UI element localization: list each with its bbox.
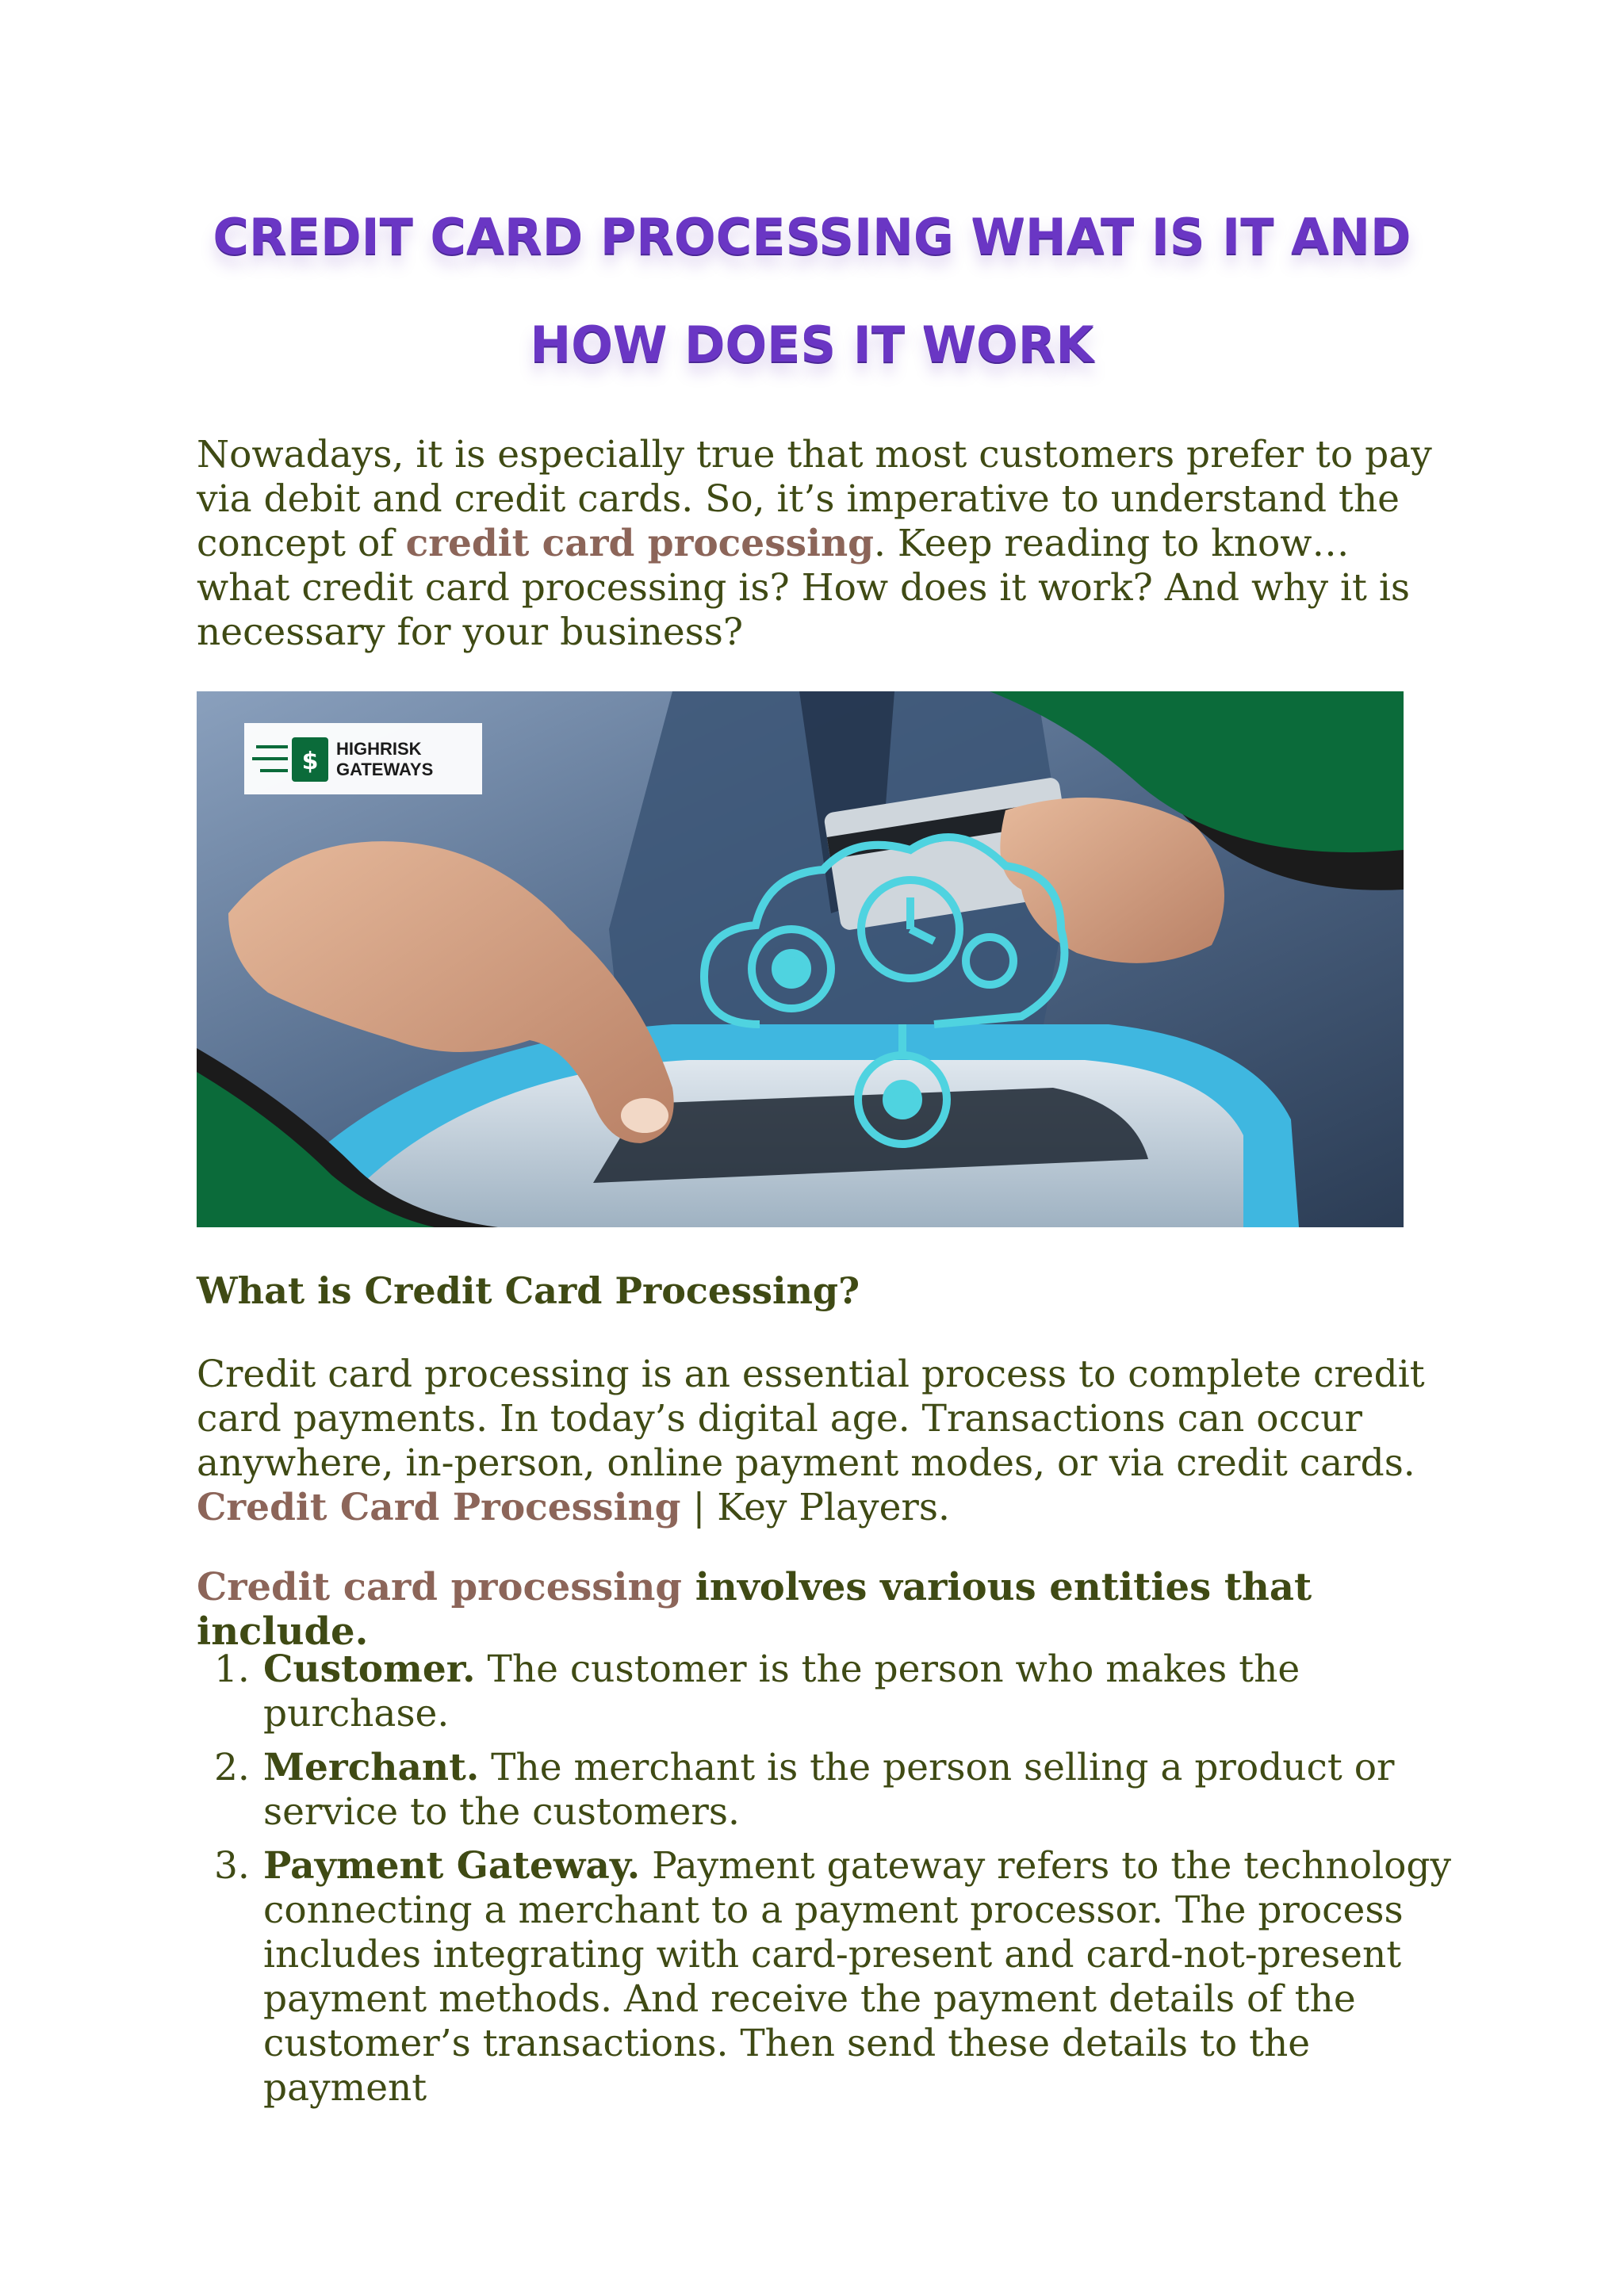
credit-card-processing-link[interactable]: credit card processing [405, 522, 875, 565]
credit-card-processing-link-2[interactable]: Credit Card Processing [197, 1486, 681, 1529]
list-number: 1. [214, 1647, 250, 1691]
intro-text-start: Nowadays, it is especially true that most customers prefer to pay via debit and credit cards. So, it’s imperative to understand the concept of [197, 433, 1432, 565]
svg-text:$: $ [301, 748, 319, 775]
entities-heading [197, 1565, 1434, 1654]
list-desc: Payment gateway refers to the technology connecting a merchant to a payment processor. The process includes integrating with card-present and card-not-present payment methods. And receive the payment details of the customer’s transactions. Then send these details to the payment [263, 1844, 1452, 2110]
list-number: 2. [214, 1746, 250, 1789]
list-number: 3. [214, 1844, 250, 1888]
list-item [197, 1746, 1481, 1835]
logo-text-line-1: HIGHRISK [336, 739, 422, 759]
section-body-paragraph [197, 1353, 1434, 1530]
section-body-text: Credit card processing is an essential process to complete credit card payments. In today’s digital age. Transactions can occur anywhere, in-person, online payment modes, or via credit cards. [197, 1353, 1425, 1485]
list-desc: The merchant is the person selling a product or service to the customers. [263, 1746, 1395, 1834]
hero-image [197, 691, 1404, 1227]
page-title-line-2: HOW DOES IT WORK [530, 316, 1094, 373]
list-term: Customer. [263, 1647, 476, 1691]
list-item [197, 1844, 1481, 2110]
section-body-suffix: | Key Players. [680, 1486, 950, 1529]
section-heading: What is Credit Card Processing? [197, 1269, 860, 1312]
logo-text-line-2: GATEWAYS [336, 760, 434, 779]
intro-paragraph [197, 433, 1434, 655]
credit-card-processing-link-3[interactable]: Credit card processing [197, 1565, 682, 1609]
list-desc: The customer is the person who makes the purchase. [263, 1647, 1300, 1735]
intro-text-end: . Keep reading to know…what credit card processing is? How does it work? And why it is necessary for your business? [197, 522, 1411, 654]
list-term: Merchant. [263, 1746, 480, 1789]
key-players-list [197, 1647, 1481, 2120]
list-term: Payment Gateway. [263, 1844, 641, 1888]
highrisk-gateways-logo [244, 723, 482, 794]
list-item [197, 1647, 1481, 1736]
entities-heading-text: involves various entities that include. [197, 1565, 1312, 1654]
page-title-line-1: CREDIT CARD PROCESSING WHAT IS IT AND [213, 208, 1411, 266]
